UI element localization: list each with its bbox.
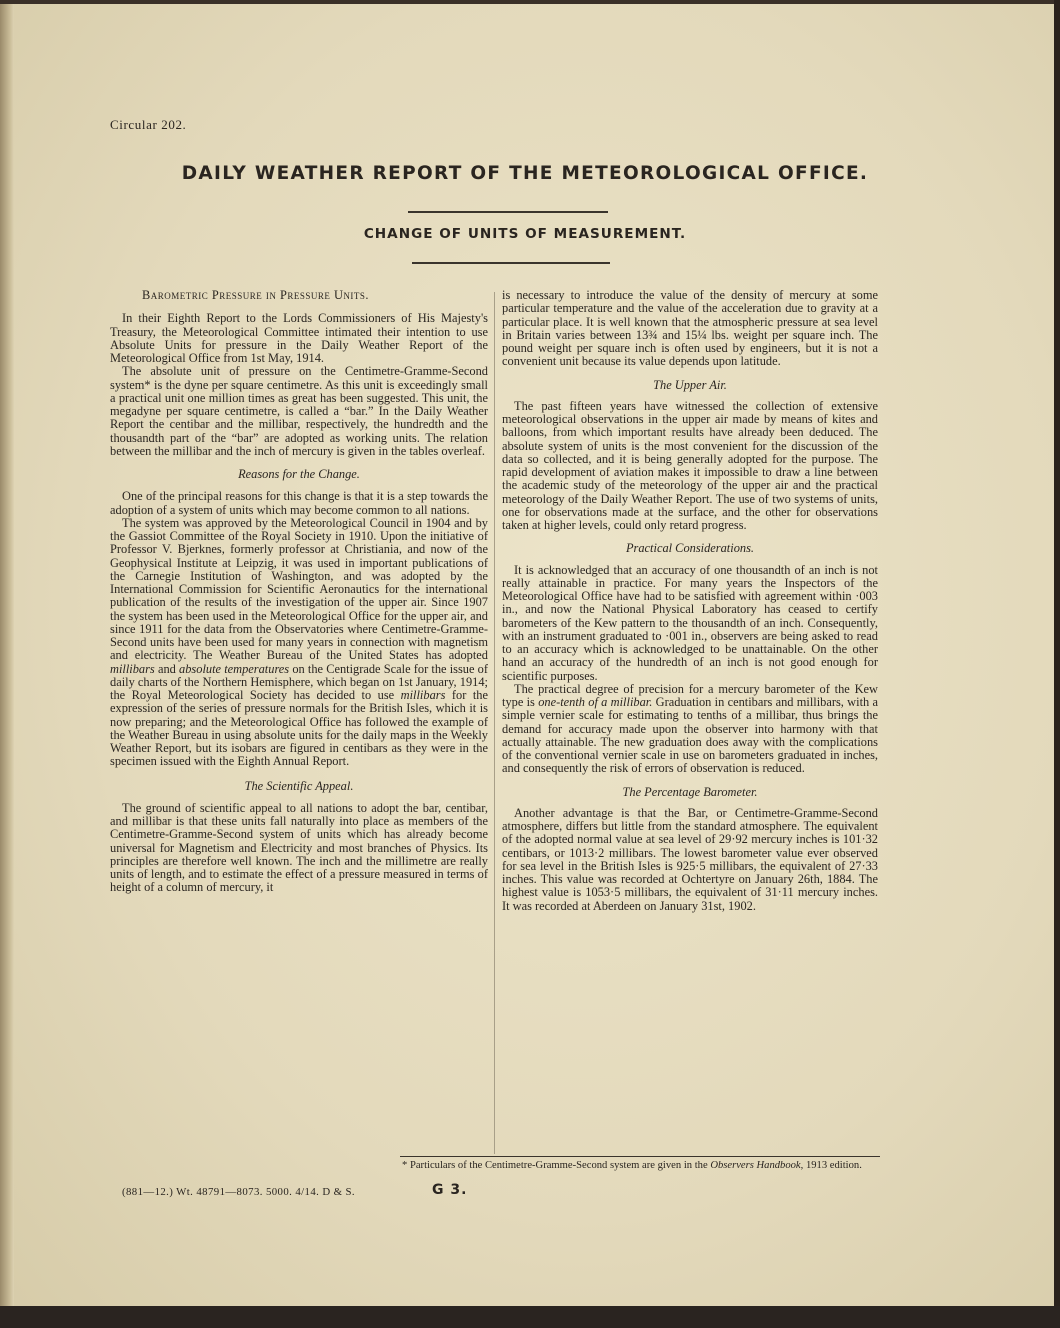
paragraph: One of the principal reasons for this change is that it is a step towards the adoption of a system of units which may become common to all nations. — [110, 489, 488, 517]
paragraph: The past fifteen years have witnessed the collection of extensive meteorological observations in the upper air made by means of kites and balloons, from which important results have already been deduced. The absolute system of units is the most convenient for the discussion of the data so collected, and it is being generally adopted for the purpose. The rapid development of aviation makes it impossible to draw a line between the academic study of the meteorology of the upper air and the practical meteorology of the Daily Weather Report. The use of two systems of units, one for observations made at the surface, and the other for observations taken at higher levels, could only retard progress. — [502, 398, 878, 532]
footnote: * Particulars of the Centimetre-Gramme-Second system are given in the Observers Handbook, 1913 edition. — [402, 1160, 862, 1171]
title-rule-bottom — [412, 262, 610, 264]
section-heading-reasons: Reasons for the Change. — [238, 467, 360, 481]
bottom-edge — [0, 1306, 1060, 1328]
printer-imprint: (881—12.) Wt. 48791—8073. 5000. 4/14. D & S. — [122, 1186, 356, 1198]
paragraph: The absolute unit of pressure on the Centimetre-Gramme-Second system* is the dyne per square centimetre. As this unit is exceedingly small a practical unit one million times as great has been suggested. This unit, the megadyne per square centimetre, is called a “bar.” In the Daily Weather Report the centibar and the millibar, respectively, the hundredth and the thousandth part of the “bar” are adopted as working units. The relation between the millibar and the inch of mercury is given in the tables overleaf. — [110, 364, 488, 458]
paragraph: It is acknowledged that an accuracy of one thousandth of an inch is not really attainable in practice. For many years the Inspectors of the Meteorological Office have had to be satisfied with agreement within ·003 in., and now the National Physical Laboratory has ceased to certify barometers of the Kew pattern to the thousandth of an inch. Consequently, with an instrument graduated to ·001 in., observers are being asked to read to an accuracy which is acknowledged to be unattainable. On the other hand an accuracy of the hundredth of an inch is not good enough for scientific purposes. — [502, 562, 878, 683]
paragraph: is necessary to introduce the value of the density of mercury at some particular temperature and the value of the acceleration due to gravity at a particular place. It is well known that the atmospheric pressure at sea level in Britain varies between 13¾ and 15¼ lbs. weight per square inch. The pound weight per square inch is often used by engineers, but it is not a convenient unit because its value depends upon latitude. — [502, 288, 878, 369]
left-column — [110, 289, 488, 895]
page-title: DAILY WEATHER REPORT OF THE METEOROLOGICAL OFFICE. — [181, 163, 869, 184]
paragraph: The practical degree of precision for a mercury barometer of the Kew type is one-tenth of a millibar. Graduation in centibars and millibars, with a simple vernier scale for estimating to tenths of a millibar, thus brings the demand for accuracy made upon the observer into harmony with that actually attainable. The new graduation does away with the complications of the conventional vernier scale in use on barometers graduated in inches, and consequently the risk of errors of observation is reduced. — [502, 681, 878, 776]
section-heading-scientific: The Scientific Appeal. — [244, 778, 354, 793]
section-heading-practical: Practical Considerations. — [625, 541, 755, 556]
circular-number: Circular 202. — [110, 117, 187, 132]
paragraph: In their Eighth Report to the Lords Commissioners of His Majesty's Treasury, the Meteorological Committee intimated their intention to use Absolute Units for pressure in the Daily Weather Report of the Meteorological Office from 1st May, 1914. — [110, 311, 488, 365]
right-edge — [1054, 0, 1060, 1328]
title-rule-top — [408, 211, 608, 213]
footnote-rule — [400, 1156, 880, 1157]
top-edge — [0, 0, 1060, 4]
page-subtitle: CHANGE OF UNITS OF MEASUREMENT. — [363, 226, 687, 242]
paragraph: The ground of scientific appeal to all nations to adopt the bar, centibar, and millibar is that these units fall naturally into place as members of the Centimetre-Gramme-Second system of units which has already become universal for Magnetism and Electricity and most branches of Physics. Its principles are therefore well known. The inch and the millimetre are really units of length, and to estimate the effect of a pressure measured in terms of height of a column of mercury, it — [110, 800, 488, 895]
section-heading-upper-air: The Upper Air. — [653, 377, 727, 392]
paragraph: Another advantage is that the Bar, or Centimetre-Gramme-Second atmosphere, differs but little from the standard atmosphere. The equivalent of the adopted normal value at sea level of 29·92 mercury inches is 101·32 centibars, or 1013·2 millibars. The lowest barometer value ever observed for sea level in the British Isles is 925·5 millibars, the equivalent of 27·33 inches. This value was recorded at Ochtertyre on January 26th, 1884. The highest value is 1053·5 millibars, the equivalent of 31·11 mercury inches. It was recorded at Aberdeen on January 31st, 1902. — [502, 805, 878, 913]
paragraph: The system was approved by the Meteorological Council in 1904 and by the Gassiot Committee of the Royal Society in 1910. Upon the initiative of Professor V. Bjerknes, formerly professor at Christiania, and now of the Geophysical Institute at Leipzig, it was used in important publications of the Carnegie Institution of Washington, and was adopted by the International Commission for Scientific Aeronautics for the international publication of the results of the investigation of the upper air. Since 1907 the system has been used in the Meteorological Office for the upper air, and since 1911 for the data from the Observatories where Centimetre-Gramme-Second units have been used for many years in connection with magnetism and electricity. The Weather Bureau of the United States has adopted millibars and absolute temperatures on the Centigrade Scale for the issue of daily charts of the Northern Hemisphere, which began on 1st January, 1914; the Royal Meteorological Society has decided to use millibars for the expression of the series of pressure normals for the British Isles, which it is now preparing; and the Meteorological Office has followed the example of the Weather Bureau in using absolute units for the daily maps in the Weekly Weather Report, but its isobars are figured in centibars as they were in the specimen issued with the Eighth Annual Report. — [110, 515, 488, 769]
column-divider — [494, 292, 495, 1154]
section-heading-percentage: The Percentage Barometer. — [622, 784, 758, 799]
section-heading-barometric: Barometric Pressure in Pressure Units. — [142, 288, 370, 302]
right-column — [502, 289, 878, 913]
stamp-code: G 3. — [432, 1182, 468, 1198]
binding-edge — [0, 0, 14, 1328]
